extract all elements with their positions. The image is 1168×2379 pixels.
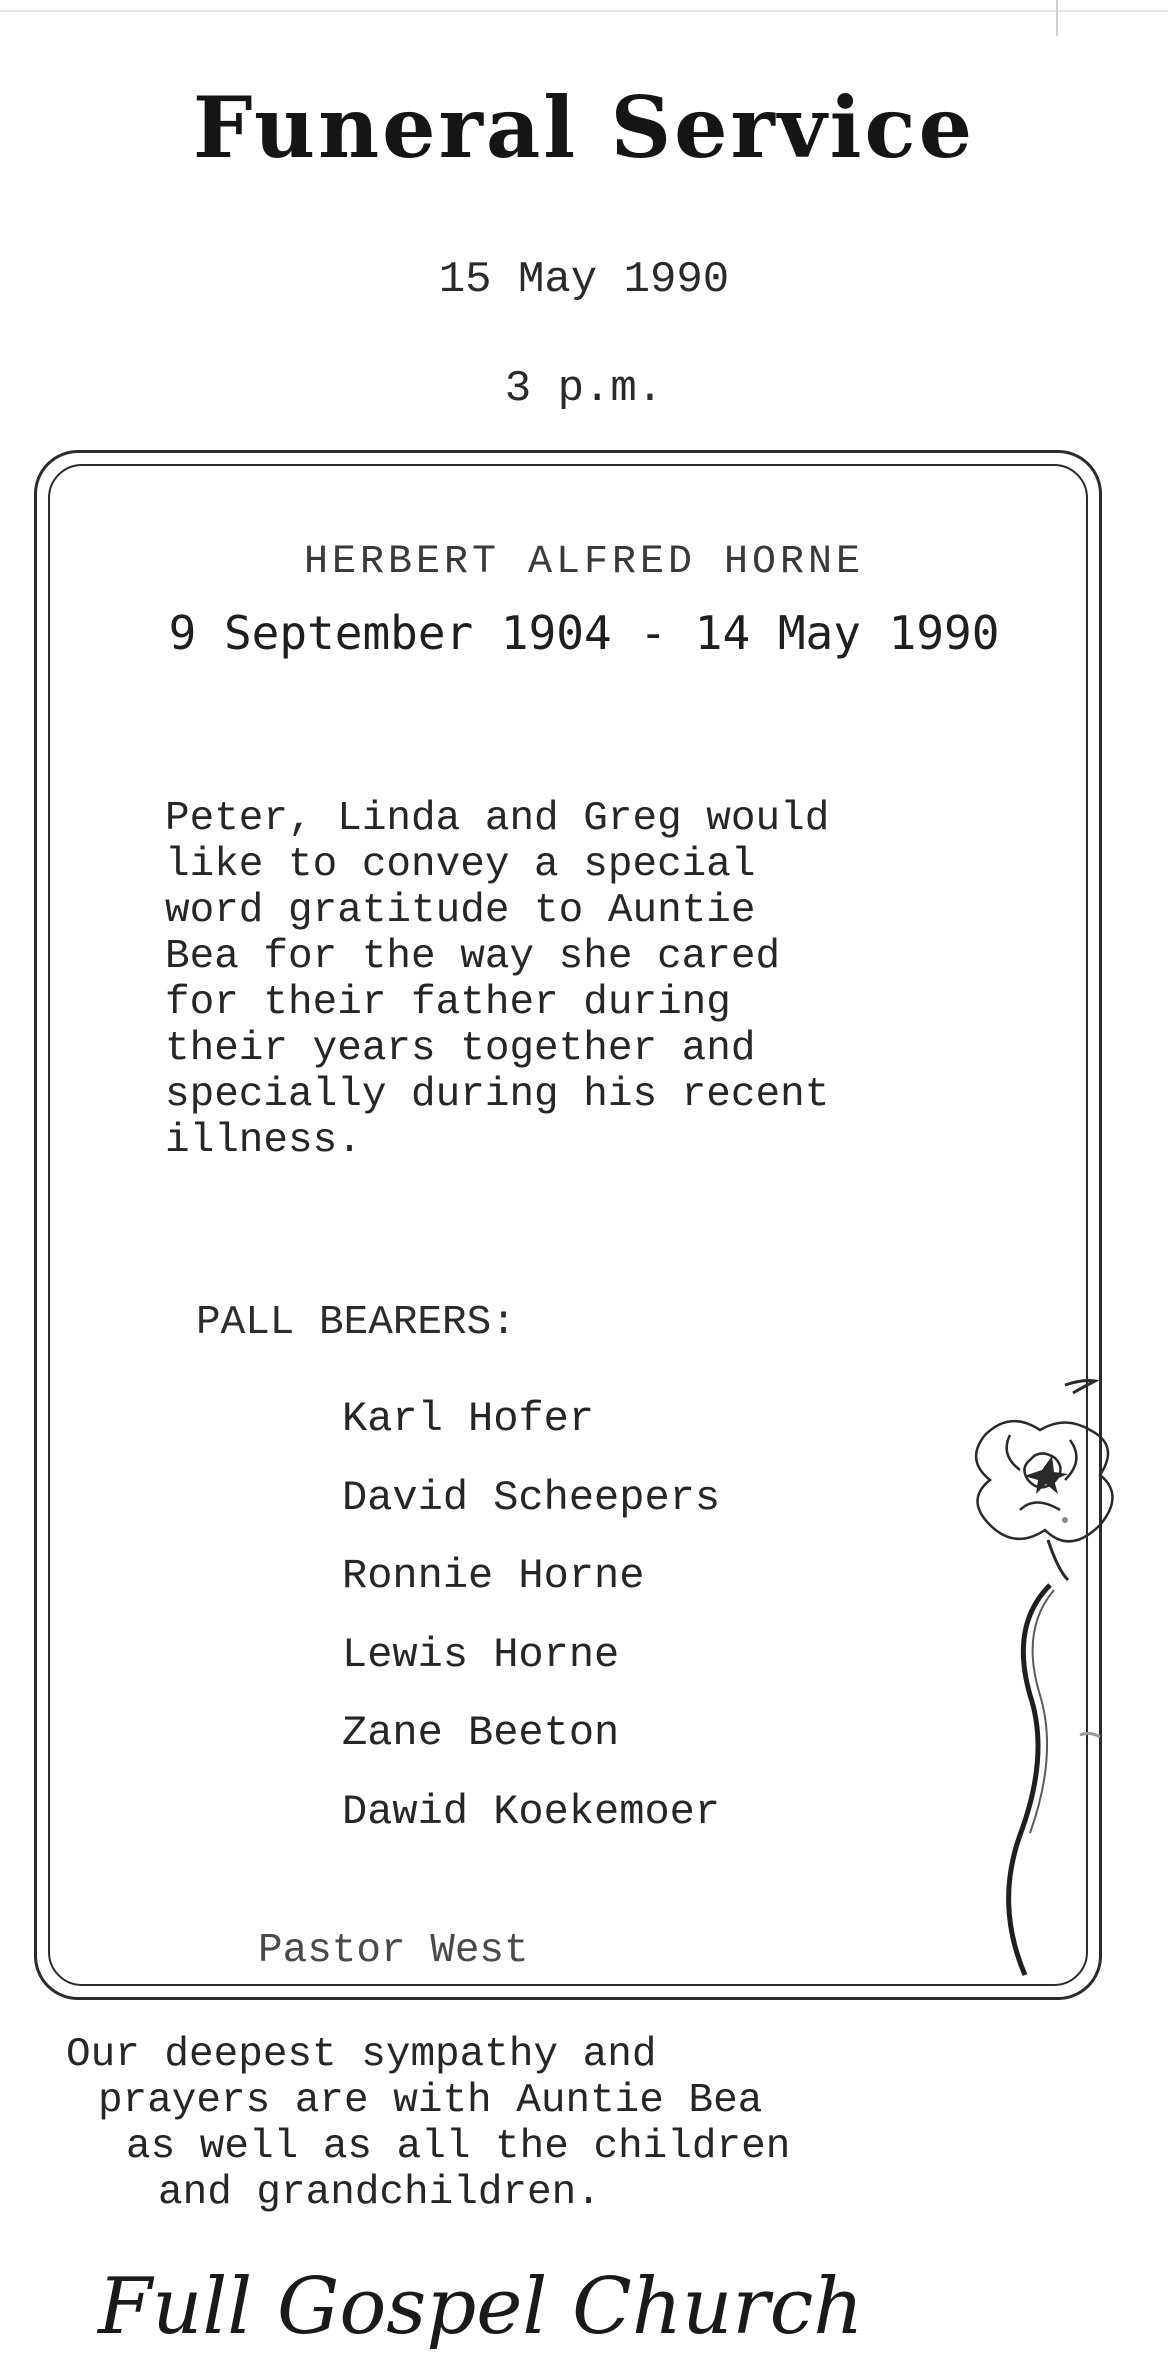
message-line: for their father during [165,980,731,1026]
message-line: Bea for the way she cared [165,934,781,980]
flower-ribbon-icon [950,1340,1130,2040]
service-date: 15 May 1990 [438,255,730,305]
sympathy-message [60,2032,1060,2216]
message-line: Peter, Linda and Greg would [165,796,830,842]
pall-bearer-name: Dawid Koekemoer [342,1787,721,1836]
gratitude-message [165,796,1045,1164]
message-line: specially during his recent [165,1072,830,1118]
message-line: illness. [165,1118,362,1164]
pall-bearer-name: Karl Hofer [342,1395,595,1443]
message-line: their years together and [165,1026,756,1072]
sympathy-line: as well as all the children [126,2124,791,2170]
sympathy-line: prayers are with Auntie Bea [98,2078,763,2124]
pall-bearer-name: David Scheepers [342,1473,721,1522]
deceased-name: HERBERT ALFRED HORNE [303,540,865,585]
pall-bearer-name: Lewis Horne [342,1630,620,1679]
pall-bearers-heading: PALL BEARERS: [196,1300,516,1346]
pall-bearer-name: Zane Beeton [342,1709,620,1757]
church-signature: Full Gospel Church [98,2262,864,2352]
deceased-lifespan: 9 September 1904 - 14 May 1990 [168,606,1000,660]
pall-bearers-list [342,1380,720,1851]
message-line: word gratitude to Auntie [165,888,756,934]
page-title: Funeral Service [192,78,976,177]
pall-bearer-name: Ronnie Horne [342,1552,645,1600]
sympathy-line: and grandchildren. [158,2170,601,2216]
scan-edge-line [0,10,1168,12]
scan-edge-mark [1056,0,1058,36]
message-line: like to convey a special [165,842,756,888]
pastor-name: Pastor West [258,1928,529,1974]
service-time: 3 p.m. [504,364,664,414]
sympathy-line: Our deepest sympathy and [66,2032,657,2078]
